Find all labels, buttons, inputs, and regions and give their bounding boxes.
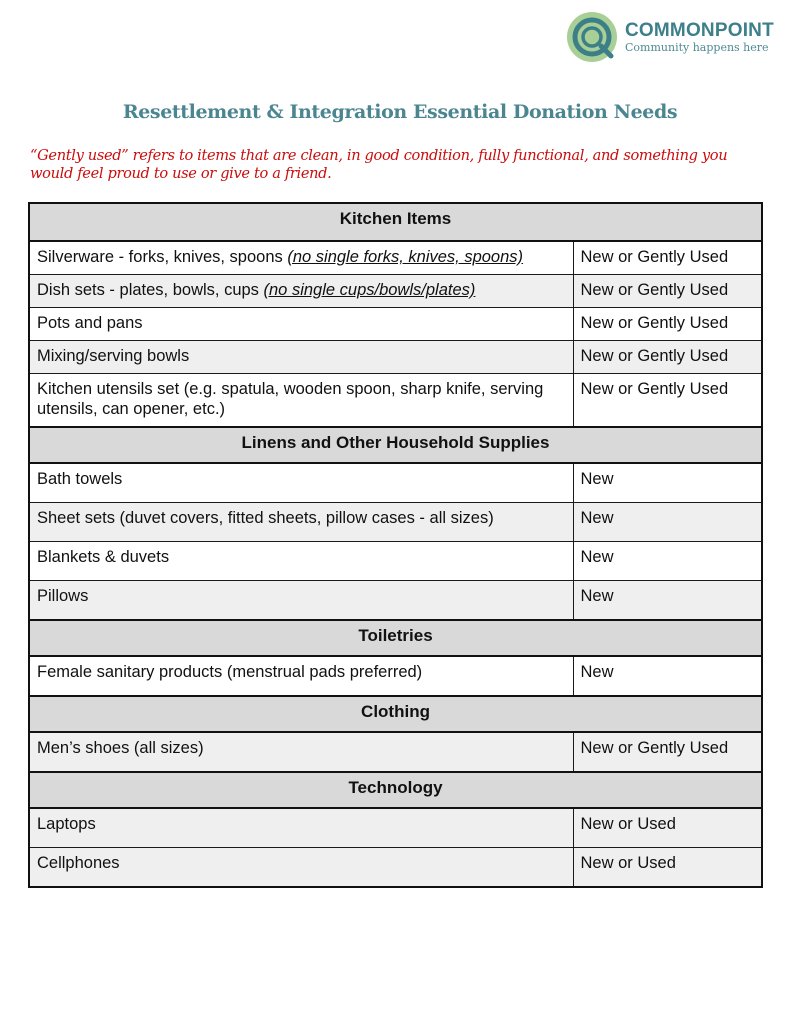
section-title: Toiletries bbox=[29, 620, 762, 656]
item-cell: Laptops bbox=[29, 808, 573, 848]
item-cell: Mixing/serving bowls bbox=[29, 341, 573, 374]
item-cell: Kitchen utensils set (e.g. spatula, wooden spoon, sharp knife, serving utensils, can opener, etc.) bbox=[29, 374, 573, 428]
table-row bbox=[29, 732, 762, 772]
item-cell bbox=[29, 241, 573, 275]
brand-tagline: Community happens here bbox=[625, 41, 769, 54]
donation-needs-table bbox=[28, 202, 763, 888]
item-note: (no single cups/bowls/plates) bbox=[263, 281, 476, 299]
item-cell: Pillows bbox=[29, 581, 573, 621]
condition-cell: New or Used bbox=[573, 848, 762, 888]
condition-cell: New or Gently Used bbox=[573, 275, 762, 308]
condition-cell: New bbox=[573, 581, 762, 621]
item-text: Silverware - forks, knives, spoons bbox=[37, 248, 288, 266]
item-cell: Sheet sets (duvet covers, fitted sheets, pillow cases - all sizes) bbox=[29, 503, 573, 542]
condition-cell: New bbox=[573, 463, 762, 503]
table-row bbox=[29, 463, 762, 503]
section-header-linens bbox=[29, 427, 762, 463]
condition-cell: New or Used bbox=[573, 808, 762, 848]
item-cell: Cellphones bbox=[29, 848, 573, 888]
item-cell bbox=[29, 275, 573, 308]
item-text: Dish sets - plates, bowls, cups bbox=[37, 281, 264, 299]
item-note: (no single forks, knives, spoons) bbox=[287, 248, 524, 266]
condition-cell: New or Gently Used bbox=[573, 732, 762, 772]
section-title: Linens and Other Household Supplies bbox=[29, 427, 762, 463]
condition-cell: New bbox=[573, 503, 762, 542]
item-cell: Female sanitary products (menstrual pads preferred) bbox=[29, 656, 573, 696]
section-header-technology bbox=[29, 772, 762, 808]
table-row bbox=[29, 848, 762, 888]
commonpoint-logo bbox=[567, 12, 774, 64]
table-row bbox=[29, 581, 762, 621]
table-row bbox=[29, 656, 762, 696]
table-row bbox=[29, 241, 762, 275]
item-cell: Men’s shoes (all sizes) bbox=[29, 732, 573, 772]
item-cell: Blankets & duvets bbox=[29, 542, 573, 581]
commonpoint-q-logo-icon bbox=[567, 12, 619, 64]
table-row bbox=[29, 308, 762, 341]
item-cell: Pots and pans bbox=[29, 308, 573, 341]
gently-used-note: “Gently used” refers to items that are clean, in good condition, fully functional, and something you would feel proud to use or give to a friend. bbox=[30, 147, 728, 182]
condition-cell: New or Gently Used bbox=[573, 308, 762, 341]
brand-name: COMMONPOINT bbox=[625, 20, 774, 41]
condition-cell: New or Gently Used bbox=[573, 374, 762, 428]
table-row bbox=[29, 341, 762, 374]
table-row bbox=[29, 808, 762, 848]
condition-cell: New or Gently Used bbox=[573, 341, 762, 374]
section-title: Technology bbox=[29, 772, 762, 808]
table-row bbox=[29, 275, 762, 308]
table-row bbox=[29, 503, 762, 542]
condition-cell: New bbox=[573, 542, 762, 581]
condition-cell: New or Gently Used bbox=[573, 241, 762, 275]
section-header-kitchen bbox=[29, 203, 762, 241]
item-cell: Bath towels bbox=[29, 463, 573, 503]
condition-cell: New bbox=[573, 656, 762, 696]
table-row bbox=[29, 374, 762, 428]
page-title: Resettlement & Integration Essential Donation Needs bbox=[122, 101, 678, 123]
section-header-toiletries bbox=[29, 620, 762, 656]
section-title: Kitchen Items bbox=[29, 203, 762, 241]
table-row bbox=[29, 542, 762, 581]
section-title: Clothing bbox=[29, 696, 762, 732]
section-header-clothing bbox=[29, 696, 762, 732]
